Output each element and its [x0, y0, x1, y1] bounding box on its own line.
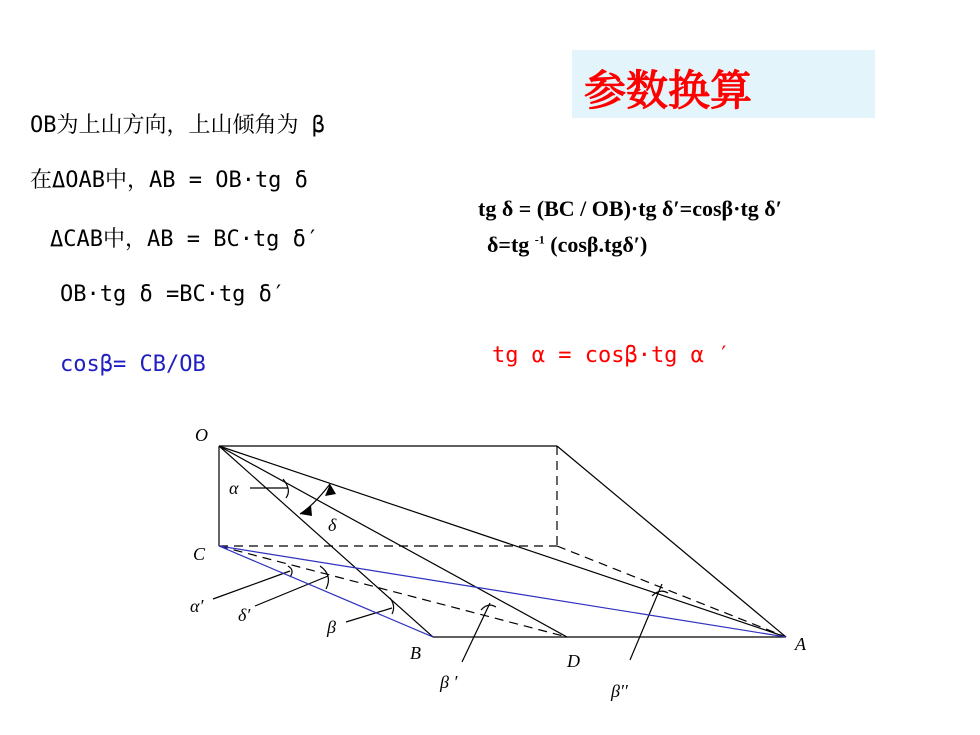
- formula-2-superscript: -1: [534, 232, 545, 247]
- label-C: C: [193, 544, 206, 564]
- text-line-5: cosβ= CB/OB: [60, 352, 206, 377]
- text-line-3: ΔCAB中，AB = BC·tg δ′: [50, 227, 320, 252]
- edge-OA: [219, 446, 786, 637]
- arc-beta-double-prime: [652, 591, 668, 596]
- formula-3: tg α = cosβ·tg α ′: [492, 343, 731, 368]
- leader-beta-double-prime: [630, 584, 662, 660]
- label-delta-prime: δ′: [238, 605, 251, 625]
- formula-2-part-a: δ=tg: [487, 232, 535, 257]
- hidden-CD: [219, 546, 567, 637]
- arc-beta: [390, 598, 394, 614]
- edge-OB: [219, 446, 433, 637]
- leader-beta-prime: [462, 603, 490, 662]
- arrow-head-down: [300, 505, 312, 516]
- edge-top-right: [557, 446, 786, 637]
- label-D: D: [567, 651, 580, 671]
- formula-2-part-b: (cosβ.tgδ′): [544, 232, 648, 257]
- text-line-1: OB为上山方向，上山倾角为 β: [30, 113, 325, 138]
- label-beta-prime: β ′: [440, 672, 458, 692]
- blue-line-CB: [219, 546, 433, 637]
- formula-1: tg δ = (BC / OB)·tg δ′=cosβ·tg δ′: [478, 196, 782, 221]
- arrow-head-up: [325, 484, 336, 496]
- label-alpha: α: [229, 478, 239, 498]
- leader-delta-prime: [255, 576, 328, 606]
- hidden-right-A: [557, 546, 786, 637]
- label-B: B: [410, 643, 421, 663]
- blue-line-CA: [219, 546, 786, 637]
- page-title: 参数换算: [584, 66, 753, 115]
- label-O: O: [195, 425, 208, 445]
- label-beta-double-prime: β′′: [611, 681, 628, 701]
- text-line-4: OB·tg δ =BC·tg δ′: [60, 282, 286, 307]
- label-beta: β: [327, 617, 336, 637]
- label-delta: δ: [328, 515, 337, 535]
- label-A: A: [795, 634, 806, 654]
- label-alpha-prime: α′: [190, 596, 204, 616]
- leader-alpha-prime: [213, 571, 290, 599]
- text-line-2: 在ΔOAB中，AB = OB·tg δ: [30, 168, 308, 193]
